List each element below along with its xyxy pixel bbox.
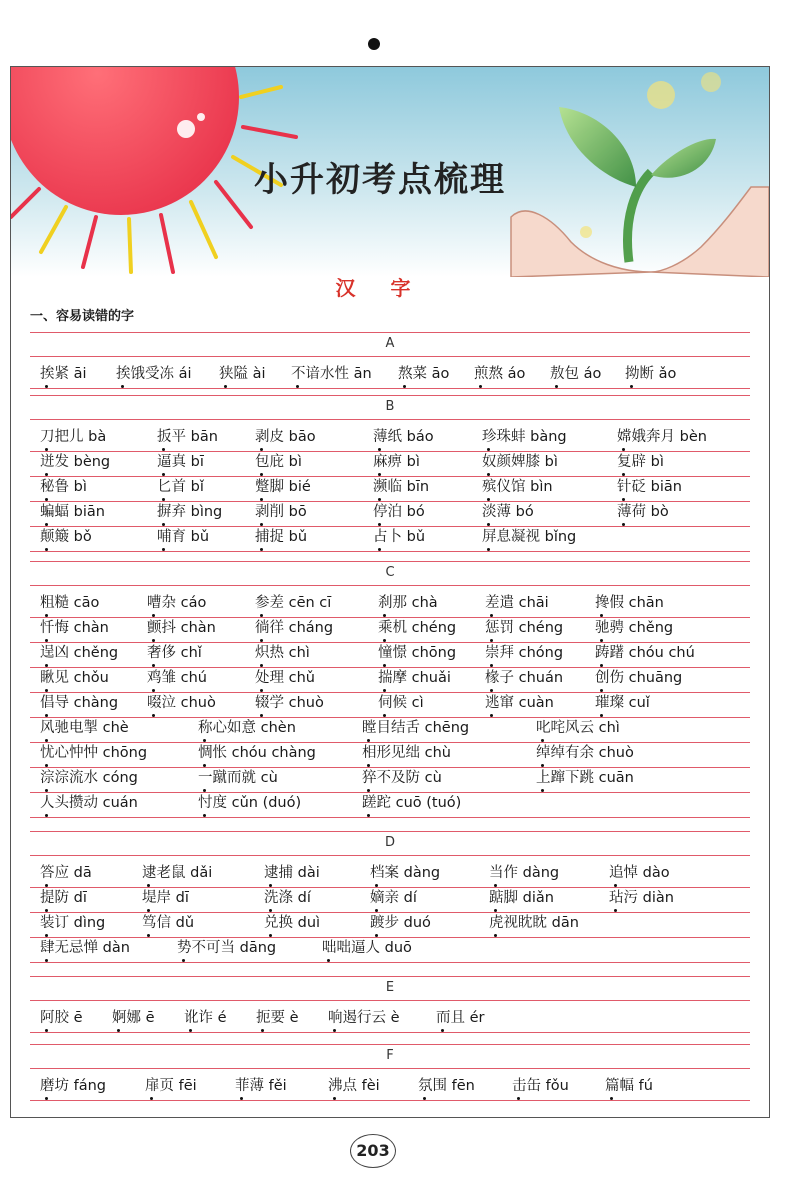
word-item: 蹩脚 bié: [255, 479, 311, 495]
word-item: 奢侈 chǐ: [147, 645, 202, 661]
word-item: 珍珠蚌 bàng: [482, 429, 567, 445]
word-item: 讹诈 é: [184, 1010, 227, 1026]
word-item: 菲薄 fěi: [235, 1078, 287, 1094]
word-item: 鸡雏 chú: [147, 670, 207, 686]
word-item: 蹉跎 cuō (tuó): [362, 795, 462, 811]
rule-line: [30, 817, 750, 818]
word-item: 阿胶 ē: [40, 1010, 83, 1026]
word-item: 摒弃 bìng: [157, 504, 223, 520]
word-item: 忧心忡忡 chōng: [40, 745, 148, 761]
rule-line: [30, 388, 750, 389]
word-item: 麻痹 bì: [373, 454, 420, 470]
word-item: 逮老鼠 dǎi: [142, 865, 213, 881]
word-item: 绰绰有余 chuò: [536, 745, 634, 761]
word-item: 笃信 dǔ: [142, 915, 195, 931]
word-item: 势不可当 dāng: [177, 940, 277, 956]
word-item: 提防 dī: [40, 890, 87, 906]
word-item: 针砭 biān: [617, 479, 682, 495]
rule-line: [30, 551, 750, 552]
word-item: 扼要 è: [256, 1010, 299, 1026]
word-item: 颤抖 chàn: [147, 620, 216, 636]
word-item: 玷污 diàn: [609, 890, 674, 906]
word-item: 搀假 chān: [595, 595, 664, 611]
word-item: 称心如意 chèn: [198, 720, 296, 736]
binding-hole: [368, 38, 380, 50]
word-item: 嫦娥奔月 bèn: [617, 429, 707, 445]
word-item: 逞凶 chěng: [40, 645, 119, 661]
word-item: 屏息凝视 bǐng: [482, 529, 577, 545]
word-item: 刹那 chà: [378, 595, 438, 611]
word-item: 婀娜 ē: [112, 1010, 155, 1026]
word-item: 堤岸 dī: [142, 890, 189, 906]
word-item: 踌躇 chóu chú: [595, 645, 695, 661]
word-item: 忖度 cǔn (duó): [198, 795, 302, 811]
word-item: 逃窜 cuàn: [485, 695, 554, 711]
rule-line: [30, 962, 750, 963]
word-item: 薄纸 báo: [373, 429, 434, 445]
word-item: 差遣 chāi: [485, 595, 549, 611]
word-item: 磨坊 fáng: [40, 1078, 106, 1094]
word-item: 不谙水性 ān: [291, 366, 372, 382]
word-item: 薄荷 bò: [617, 504, 669, 520]
word-item: 敖包 áo: [550, 366, 602, 382]
word-item: 咄咄逼人 duō: [322, 940, 412, 956]
rule-line: [30, 976, 750, 977]
word-item: 哺育 bǔ: [157, 529, 210, 545]
word-item: 忏悔 chàn: [40, 620, 109, 636]
rule-line: [30, 561, 750, 562]
word-item: 揣摩 chuǎi: [378, 670, 451, 686]
letter-header: B: [385, 399, 395, 414]
letter-header: E: [385, 980, 395, 995]
letter-header: A: [385, 336, 395, 351]
rule-line: [30, 831, 750, 832]
word-item: 驰骋 chěng: [595, 620, 674, 636]
rule-line: [30, 1100, 750, 1101]
word-item: 踱步 duó: [370, 915, 431, 931]
word-item: 奴颜婢膝 bì: [482, 454, 558, 470]
word-item: 处理 chǔ: [255, 670, 315, 686]
word-item: 洗涤 dí: [264, 890, 311, 906]
word-item: 徜徉 cháng: [255, 620, 334, 636]
word-item: 熬菜 āo: [398, 366, 450, 382]
rule-line: [30, 855, 750, 856]
word-item: 蝙蝠 biān: [40, 504, 105, 520]
word-item: 档案 dàng: [370, 865, 441, 881]
word-item: 璀璨 cuǐ: [595, 695, 650, 711]
word-item: 虎视眈眈 dān: [489, 915, 579, 931]
word-item: 濒临 bīn: [373, 479, 430, 495]
word-item: 炽热 chì: [255, 645, 310, 661]
word-item: 占卜 bǔ: [373, 529, 426, 545]
word-item: 兑换 duì: [264, 915, 321, 931]
page-title: 小升初考点梳理: [254, 160, 506, 200]
word-item: 匕首 bǐ: [157, 479, 204, 495]
word-item: 捕捉 bǔ: [255, 529, 308, 545]
word-item: 挨紧 āi: [40, 366, 87, 382]
word-item: 而且 ér: [436, 1010, 485, 1026]
word-item: 惩罚 chéng: [485, 620, 564, 636]
letter-header: F: [386, 1048, 394, 1063]
word-item: 响遏行云 è: [328, 1010, 400, 1026]
word-item: 狭隘 ài: [219, 366, 266, 382]
word-item: 乘机 chéng: [378, 620, 457, 636]
word-item: 相形见绌 chù: [362, 745, 451, 761]
word-item: 瞠目结舌 chēng: [362, 720, 470, 736]
rule-line: [30, 585, 750, 586]
word-item: 扳平 bān: [157, 429, 218, 445]
word-item: 停泊 bó: [373, 504, 425, 520]
rule-line: [30, 1068, 750, 1069]
word-item: 煎熬 áo: [474, 366, 526, 382]
word-item: 殡仪馆 bìn: [482, 479, 553, 495]
page-number: 203: [350, 1134, 396, 1168]
word-item: 刀把儿 bà: [40, 429, 107, 445]
word-item: 迸发 bèng: [40, 454, 111, 470]
word-item: 装订 dìng: [40, 915, 106, 931]
word-item: 粗糙 cāo: [40, 595, 100, 611]
section-subtitle: 汉 字: [335, 276, 425, 300]
word-item: 颠簸 bǒ: [40, 529, 92, 545]
rule-line: [30, 332, 750, 333]
word-item: 扉页 fēi: [145, 1078, 197, 1094]
word-item: 篇幅 fú: [605, 1078, 653, 1094]
word-item: 参差 cēn cī: [255, 595, 332, 611]
word-item: 拗断 ǎo: [625, 366, 677, 382]
letter-header: D: [384, 835, 395, 850]
word-item: 剥削 bō: [255, 504, 307, 520]
rule-line: [30, 419, 750, 420]
word-item: 淡薄 bó: [482, 504, 534, 520]
word-item: 当作 dàng: [489, 865, 560, 881]
rule-line: [30, 356, 750, 357]
word-item: 上蹿下跳 cuān: [536, 770, 634, 786]
word-item: 追悼 dào: [609, 865, 670, 881]
word-item: 一蹴而就 cù: [198, 770, 278, 786]
word-item: 崇拜 chóng: [485, 645, 564, 661]
word-item: 辍学 chuò: [255, 695, 324, 711]
word-item: 逮捕 dài: [264, 865, 320, 881]
word-item: 挨饿受冻 ái: [116, 366, 192, 382]
word-item: 伺候 cì: [378, 695, 424, 711]
section-heading: 一、容易读错的字: [30, 309, 135, 324]
word-item: 答应 dā: [40, 865, 92, 881]
word-item: 瞅见 chǒu: [40, 670, 109, 686]
word-item: 惆怅 chóu chàng: [198, 745, 316, 761]
word-item: 憧憬 chōng: [378, 645, 457, 661]
word-item: 啜泣 chuò: [147, 695, 216, 711]
page-frame: [10, 66, 770, 1118]
word-item: 击缶 fǒu: [512, 1078, 569, 1094]
word-item: 包庇 bì: [255, 454, 302, 470]
word-item: 淙淙流水 cóng: [40, 770, 138, 786]
word-item: 沸点 fèi: [328, 1078, 380, 1094]
word-item: 逼真 bī: [157, 454, 204, 470]
letter-header: C: [385, 565, 395, 580]
word-item: 椽子 chuán: [485, 670, 564, 686]
word-item: 肆无忌惮 dàn: [40, 940, 130, 956]
word-item: 氛围 fēn: [418, 1078, 475, 1094]
word-item: 风驰电掣 chè: [40, 720, 129, 736]
word-item: 嘈杂 cáo: [147, 595, 207, 611]
word-item: 倡导 chàng: [40, 695, 119, 711]
word-item: 人头攒动 cuán: [40, 795, 138, 811]
word-item: 叱咤风云 chì: [536, 720, 620, 736]
rule-line: [30, 1000, 750, 1001]
rule-line: [30, 1032, 750, 1033]
rule-line: [30, 1044, 750, 1045]
word-item: 嫡亲 dí: [370, 890, 417, 906]
word-item: 秘鲁 bì: [40, 479, 87, 495]
word-item: 踮脚 diǎn: [489, 890, 554, 906]
word-item: 创伤 chuāng: [595, 670, 683, 686]
word-item: 猝不及防 cù: [362, 770, 442, 786]
rule-line: [30, 395, 750, 396]
word-item: 剥皮 bāo: [255, 429, 316, 445]
word-item: 复辟 bì: [617, 454, 664, 470]
